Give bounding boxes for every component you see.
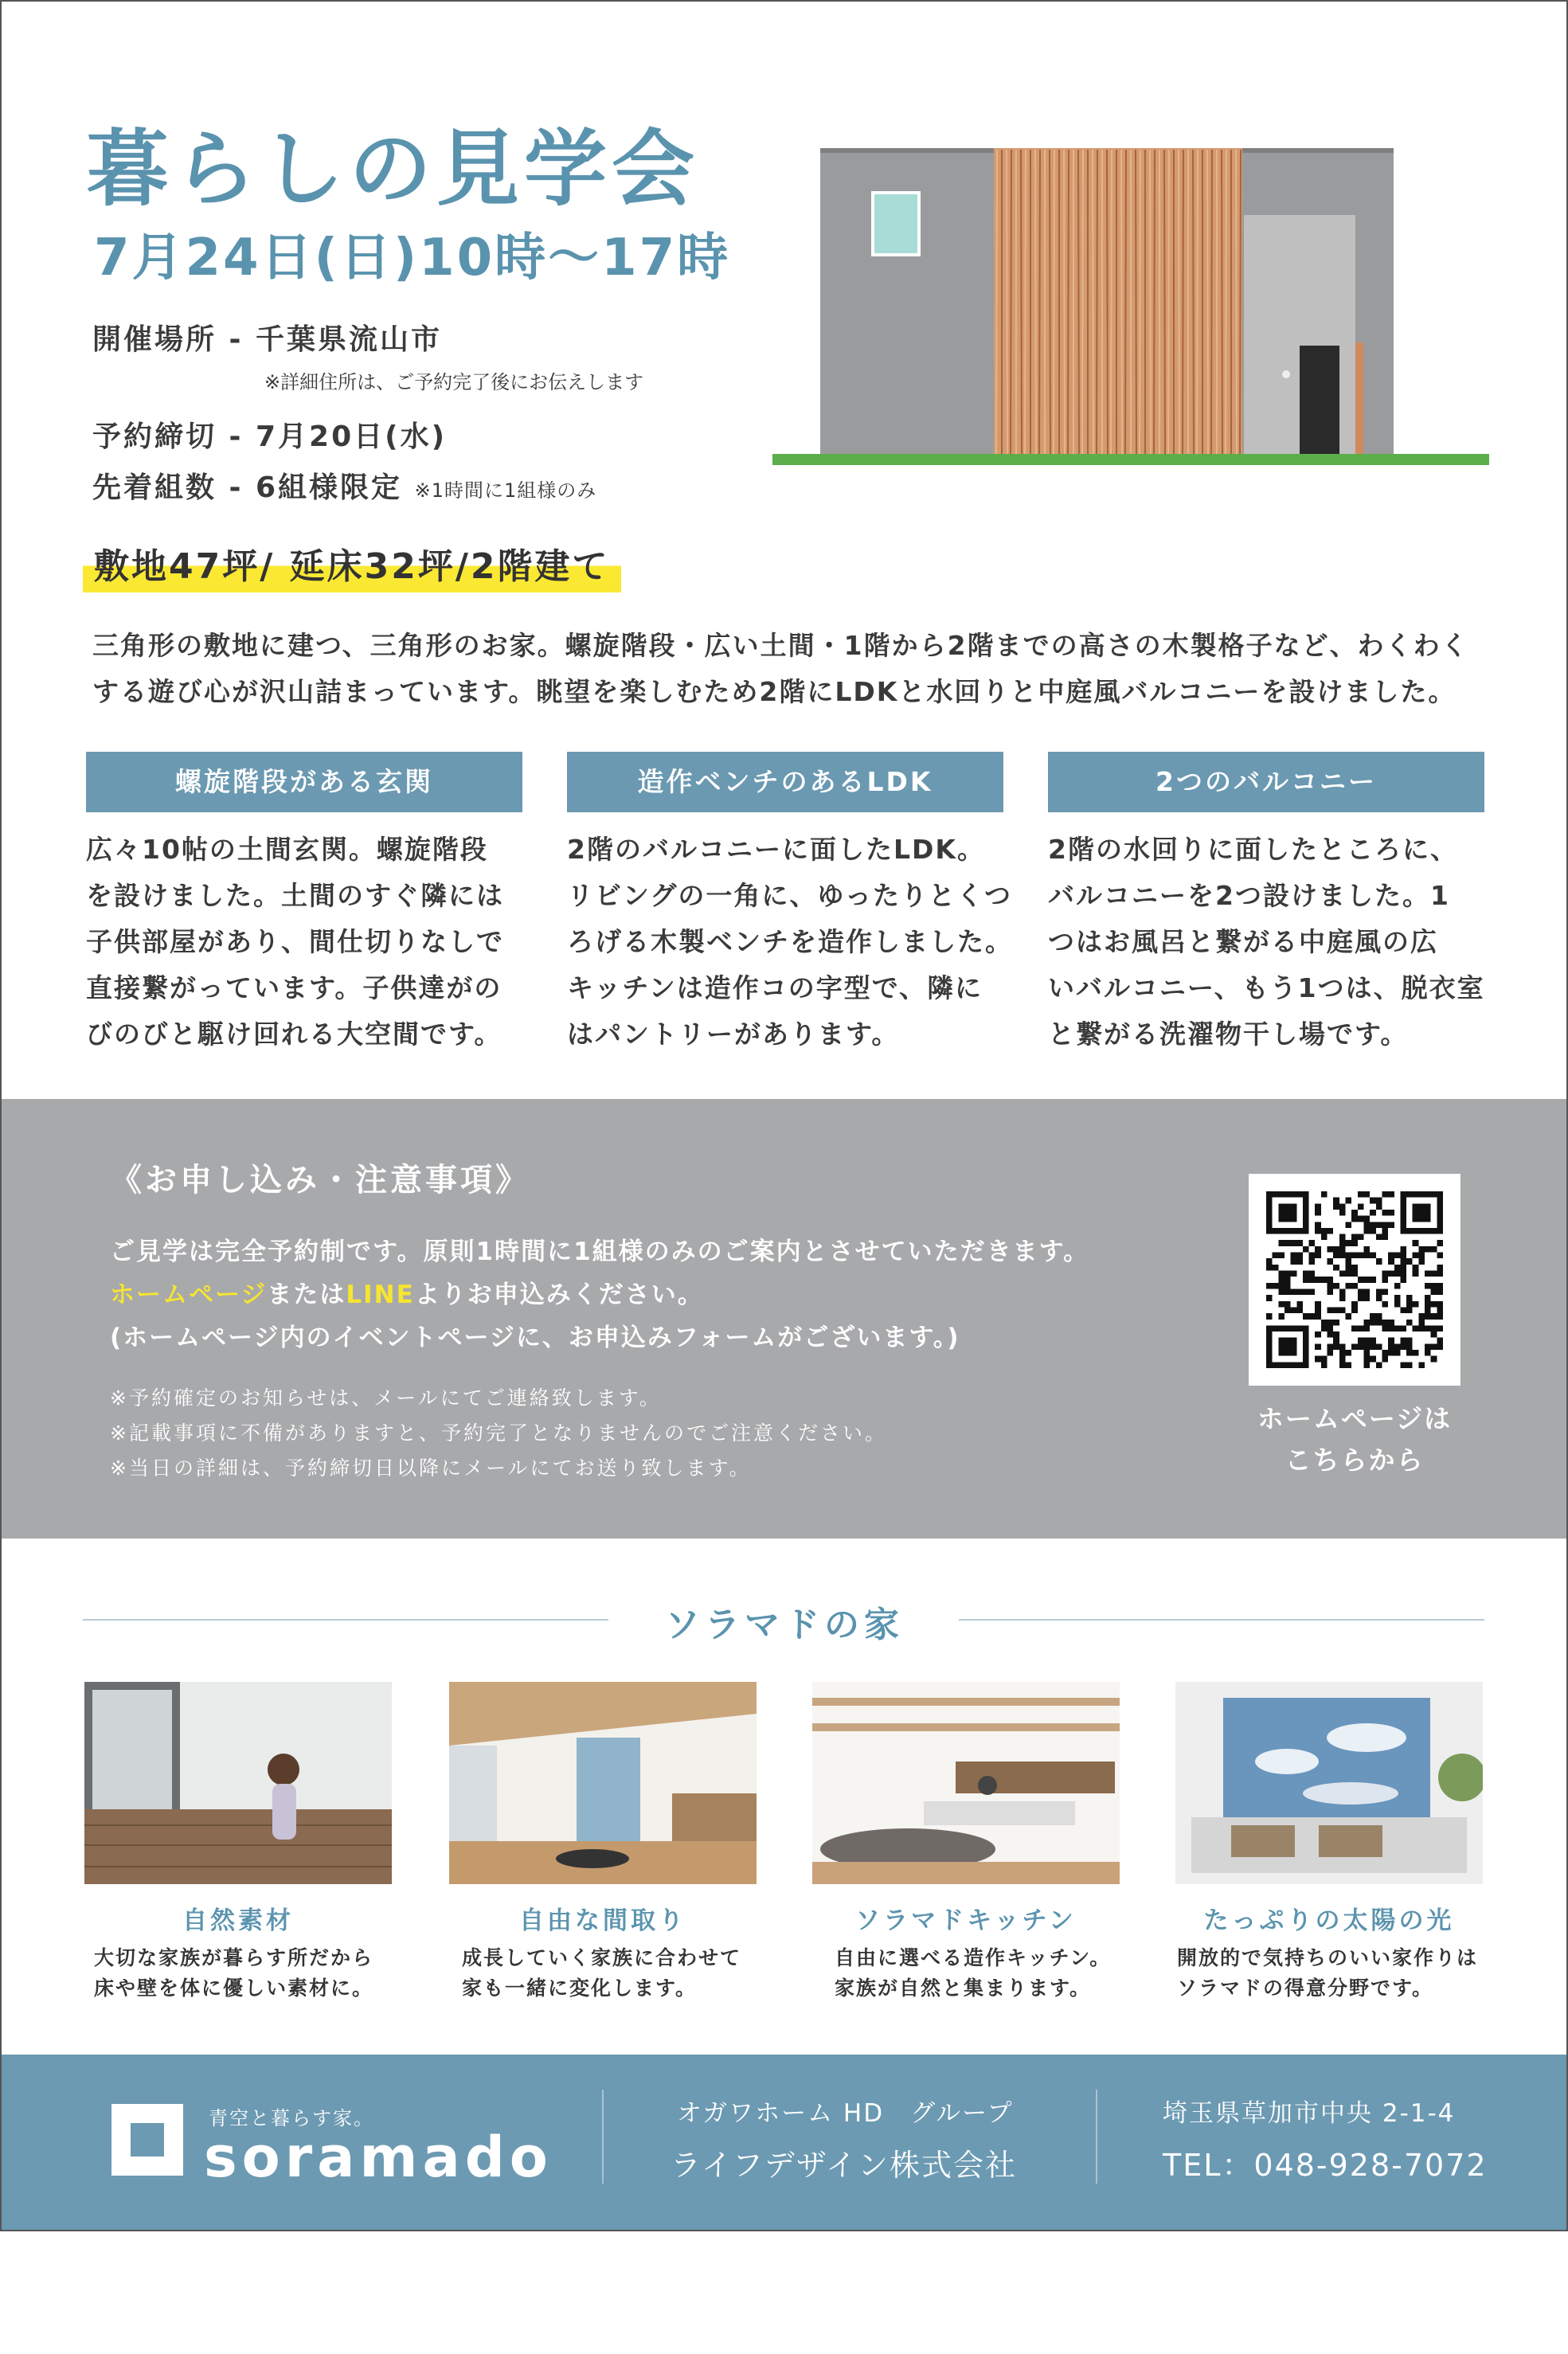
feature-description [835,1943,1169,2004]
application-line-2 [110,1274,704,1310]
application-line-1: ご見学は完全予約制です。原則1時間に1組様のみのご案内とさせていただきます。 [110,1238,1090,1266]
company-name: ライフデザイン株式会社 [671,2148,1018,2183]
description-line: ソラマドの得意分野です。 [1177,1977,1434,2000]
feature-line: 2階の水回りに面したところに、 [1048,834,1458,865]
groups-label: 先着組数 - 6組様限定 [92,471,403,504]
qr-caption-line: ホームページは [1257,1403,1453,1434]
photo-sunlight [1175,1682,1483,1884]
house-illustration [772,135,1489,494]
feature-description [94,1943,428,2004]
description-line: 開放的で気持ちのいい家作りは [1177,1946,1479,1969]
feature-description [1177,1943,1511,2004]
feature-heading-entrance: 螺旋階段がある玄関 [86,752,522,812]
feature-line: 子供部屋があり、間仕切りなしで [86,926,504,957]
section-title: ソラマドの家 [665,1605,904,1645]
application-note: ※予約確定のお知らせは、メールにてご連絡致します。 [110,1386,662,1410]
intro-text [92,623,1494,715]
section-rule [959,1619,1484,1621]
venue-note: ※詳細住所は、ご予約完了後にお伝えします [264,371,644,393]
photo-free-layout [449,1682,757,1884]
spec-highlight: 敷地47坪/ 延床32坪/2階建て [83,542,621,592]
qr-caption-line: こちらから [1285,1445,1425,1476]
feature-line: びのびと駆け回れる大空間です。 [86,1019,502,1050]
logo-wordmark: soramado [204,2125,553,2190]
company-tel[interactable]: TEL：048-928-7072 [1163,2148,1488,2183]
feature-caption: たっぷりの太陽の光 [1203,1906,1455,1935]
feature-description [462,1943,796,2004]
qr-caption [1226,1398,1483,1481]
photo-kitchen [812,1682,1120,1884]
application-line-3: (ホームページ内のイベントページに、お申込みフォームがございます。) [110,1324,960,1352]
groups-note: ※1時間に1組様のみ [414,479,597,502]
description-line: 成長していく家族に合わせて [462,1946,742,1969]
feature-body-balcony [1048,827,1494,1058]
description-line: 家も一緒に変化します。 [462,1977,698,2000]
feature-line: を設けました。土間のすぐ隣には [86,880,504,911]
company-group: オガワホーム HD グループ [677,2099,1014,2128]
qr-code-icon [1266,1191,1443,1368]
feature-heading-balcony: 2つのバルコニー [1048,752,1484,812]
description-line: 床や壁を体に優しい素材に。 [94,1977,374,2000]
event-date: 7月24日(日)10時〜17時 [94,229,731,287]
feature-caption: 自由な間取り [519,1906,686,1935]
section-rule [83,1619,608,1621]
application-title: 《お申し込み・注意事項》 [110,1162,530,1199]
feature-line: 直接繋がっています。子供達がの [86,972,502,1003]
photo-natural-materials [84,1682,392,1884]
feature-body-entrance [86,827,532,1058]
feature-caption: 自然素材 [182,1906,294,1935]
feature-body-ldk [567,827,1013,1058]
footer-divider [1096,2090,1097,2184]
page-title: 暮らしの見学会 [86,120,700,217]
feature-line: いバルコニー、もう1つは、脱衣室 [1048,972,1485,1003]
feature-line: ろげる木製ベンチを造作しました。 [567,926,1013,957]
description-line: 家族が自然と集まります。 [835,1977,1092,2000]
company-address: 埼玉県草加市中央 2-1-4 [1163,2099,1456,2128]
feature-line: キッチンは造作コの字型で、隣に [567,972,983,1003]
feature-heading-ldk: 造作ベンチのあるLDK [567,752,1003,812]
qr-code[interactable] [1249,1174,1460,1386]
intro-line: する遊び心が沢山詰まっています。眺望を楽しむため2階にLDKと水回りと中庭風バルコニーを設けました。 [92,676,1457,707]
description-line: 大切な家族が暮らす所だから [94,1946,374,1969]
application-text: または [267,1281,346,1309]
description-line: 自由に選べる造作キッチン。 [835,1946,1112,1969]
line-link[interactable]: LINE [346,1281,415,1309]
intro-line: 三角形の敷地に建つ、三角形のお家。螺旋階段・広い土間・1階から2階までの高さの木製格子など、わくわく [92,630,1469,661]
feature-line: と繋がる洗濯物干し場です。 [1048,1019,1409,1050]
deadline-label: 予約締切 - 7月20日(水) [92,420,448,453]
homepage-link[interactable]: ホームページ [110,1281,268,1309]
logo-tagline: 青空と暮らす家。 [209,2107,374,2129]
feature-line: バルコニーを2つ設けました。1 [1048,880,1450,911]
feature-line: リビングの一角に、ゆったりとくつ [567,880,1013,911]
footer-divider [602,2090,604,2184]
application-text: よりお申込みください。 [414,1281,704,1309]
feature-line: はパントリーがあります。 [567,1019,900,1050]
feature-line: つはお風呂と繋がる中庭風の広 [1048,926,1438,957]
soramado-logo-icon [111,2104,183,2176]
feature-line: 広々10帖の土間玄関。螺旋階段 [86,834,488,865]
feature-line: 2階のバルコニーに面したLDK。 [567,834,985,865]
application-note: ※当日の詳細は、予約締切日以降にメールにてお送り致します。 [110,1457,752,1480]
venue-label: 開催場所 - 千葉県流山市 [92,323,443,356]
application-note: ※記載事項に不備がありますと、予約完了となりませんのでご注意ください。 [110,1421,887,1445]
groups-row [92,465,596,506]
feature-caption: ソラマドキッチン [855,1906,1077,1935]
